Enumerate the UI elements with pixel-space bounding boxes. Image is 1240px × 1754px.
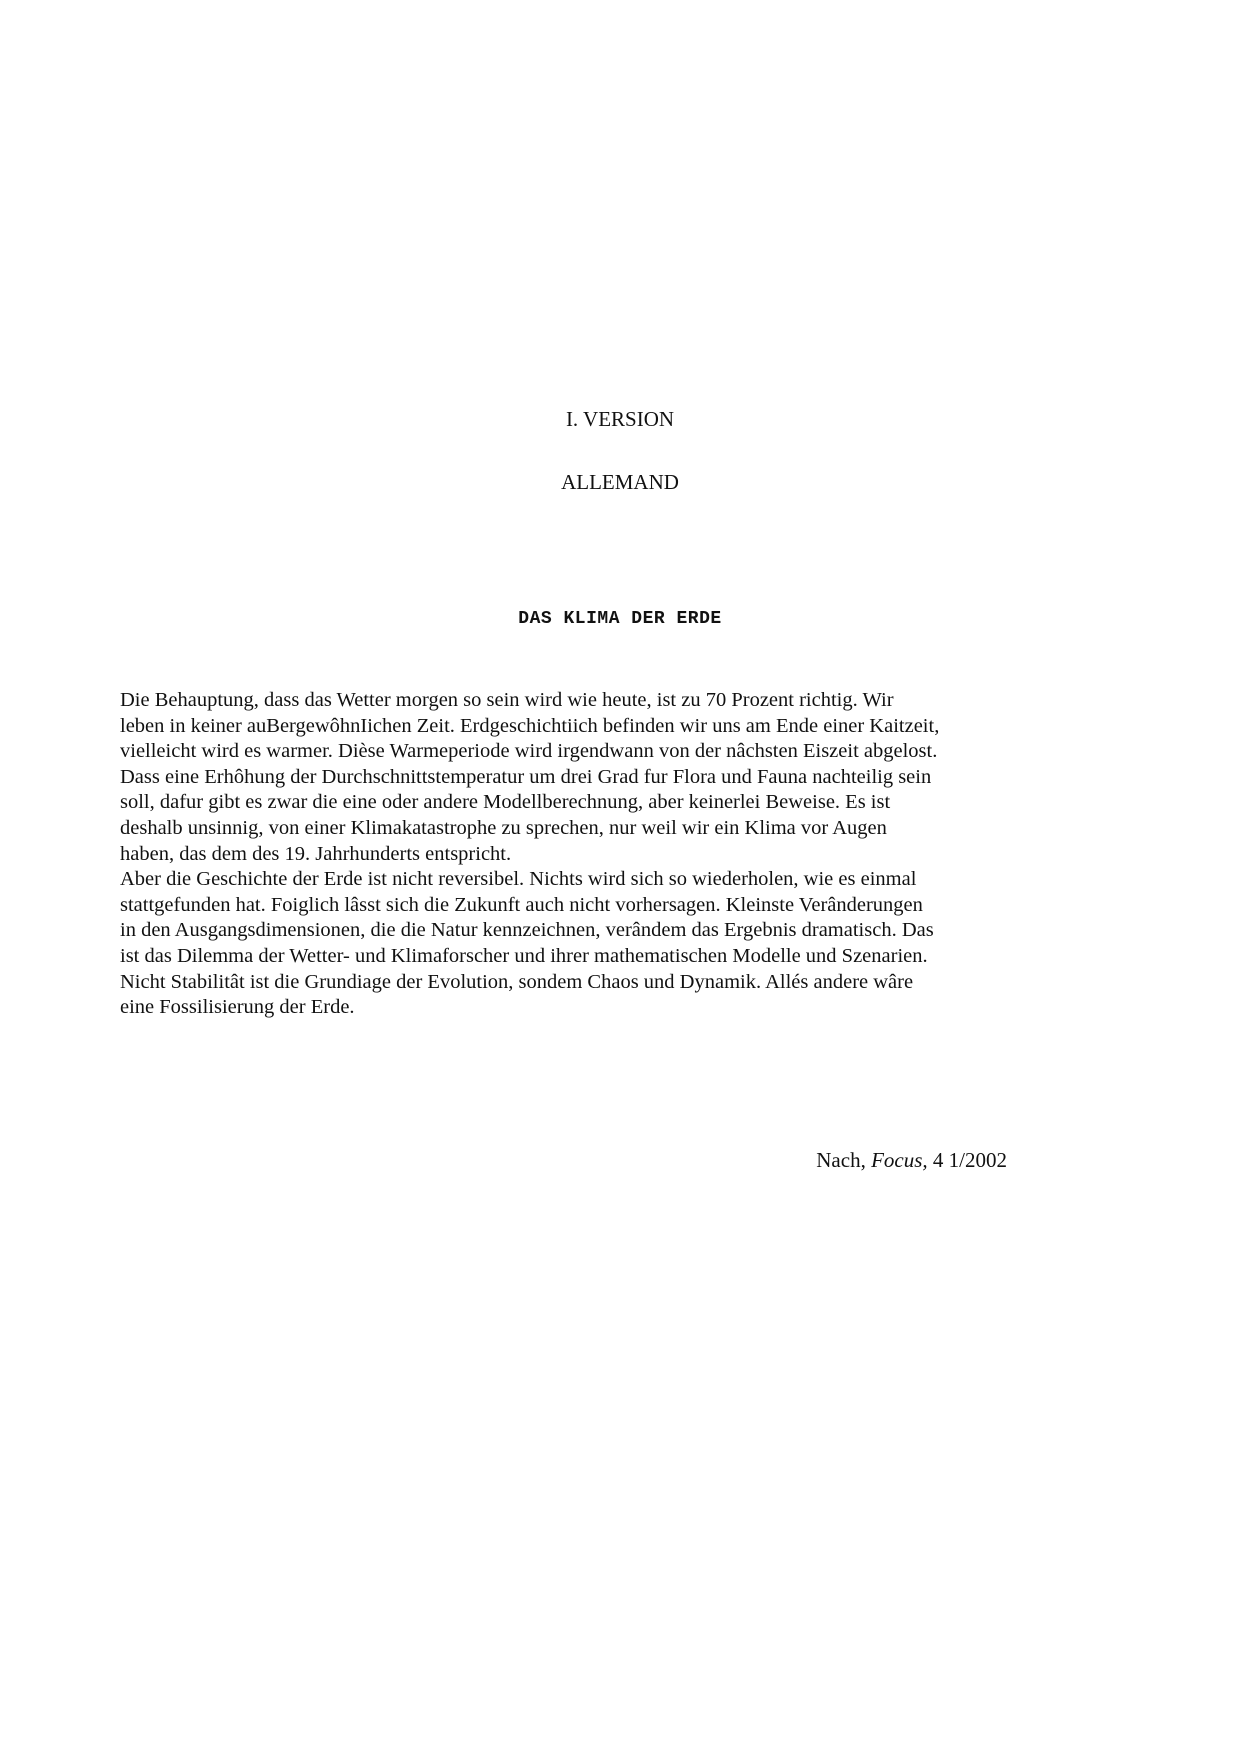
text-line: Aber die Geschichte der Erde ist nicht reversibel. Nichts wird sich so wiederholen, wie es einmal — [120, 868, 917, 891]
text-line: Die Behauptung, dass das Wetter morgen so sein wird wie heute, ist zu 70 Prozent richtig. Wir — [120, 689, 894, 711]
text-line: ist das Dilemma der Wetter- und Klimaforscher und ihrer mathematischen Modelle und Szenarien. — [120, 944, 928, 967]
text-line: stattgefunden hat. Foiglich lâsst sich die Zukunft auch nicht vorhersagen. Kleinste Verânderungen — [120, 893, 923, 916]
version-heading: I. VERSION — [565, 407, 675, 431]
text-line: eine Fossilisierung der Erde. — [120, 996, 355, 1019]
text-line: deshalb unsinnig, von einer Klimakatastrophe zu sprechen, nur weil wir ein Klima vor Augen — [120, 816, 887, 839]
source-issue: 4 1/2002 — [932, 1148, 1007, 1172]
text-line: in den Ausgangsdimensionen, die die Natur kennzeichnen, verândem das Ergebnis dramatisch. Das — [120, 919, 934, 942]
source-publication: Focus, — [871, 1148, 928, 1172]
source-citation — [0, 1147, 1007, 1173]
text-line: leben in keiner auBergewôhnIichen Zeit. Erdgeschichtiich befinden wir uns am Ende einer Kaitzeit, — [120, 714, 940, 737]
document-title: DAS KLIMA DER ERDE — [518, 609, 722, 629]
language-heading: ALLEMAND — [561, 470, 679, 494]
text-line: haben, das dem des 19. Jahrhunderts entspricht. — [120, 842, 512, 865]
body-paragraph — [120, 688, 1020, 1021]
text-line: Nicht Stabilitât ist die Grundiage der Evolution, sondem Chaos und Dynamik. Allés andere wâre — [120, 970, 914, 993]
text-line: Dass eine Erhôhung der Durchschnittstemperatur um drei Grad fur Flora und Fauna nachteilig sein — [120, 765, 932, 788]
text-line: vielleicht wird es warmer. Dièse Warmeperiode wird irgendwann von der nâchsten Eiszeit abgelost. — [120, 740, 938, 763]
text-line: soll, dafur gibt es zwar die eine oder andere Modellberechnung, aber keinerlei Beweise. Es ist — [120, 791, 891, 814]
source-prefix: Nach, — [816, 1148, 866, 1172]
